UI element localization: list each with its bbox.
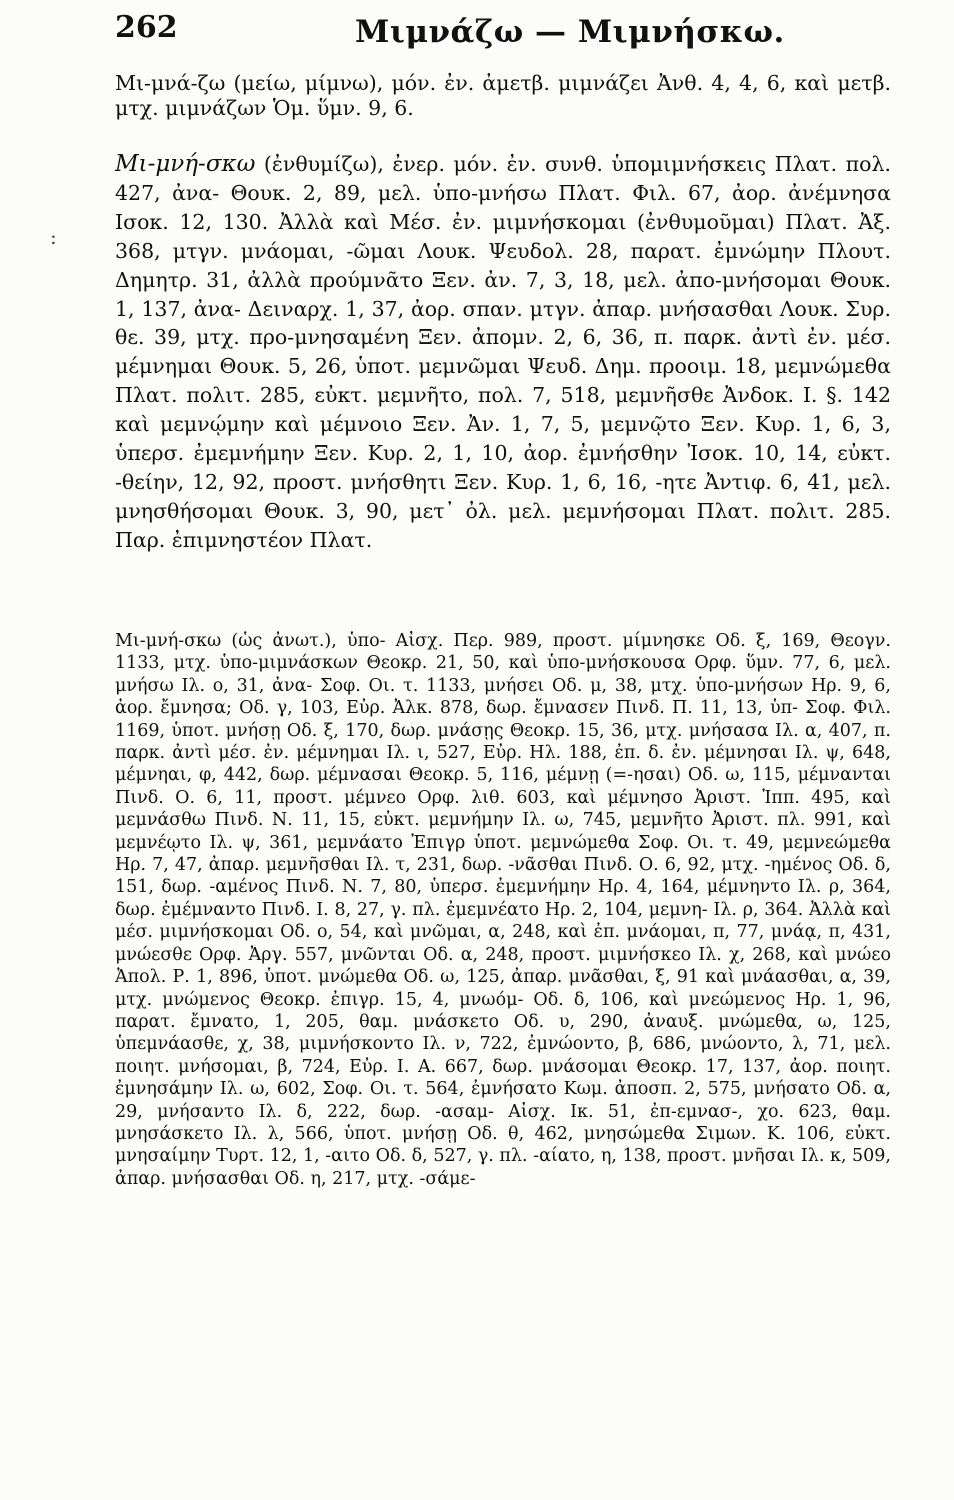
entry-headword: Μι-μνή-σκω [115,151,256,177]
margin-mark: : [50,225,57,249]
entry-body: (ἐνθυμίζω), ἐνερ. μόν. ἐν. συνθ. ὑπομιμνήσκεις Πλατ. πολ. 427, ἀνα- Θουκ. 2, 89, μελ. ὑπο-μνήσω Πλατ. Φιλ. 67, ἀορ. ἀνέμνησα Ισοκ. 12, 130. Ἀλλὰ καὶ Μέσ. ἐν. μιμνήσκομαι (ἐνθυμοῦμαι) Πλατ. Ἀξ. 368, μτγν. μνάομαι, -ῶμαι Λουκ. Ψευδολ. 28, παρατ. ἐμνώμην Πλουτ. Δημητρ. 31, ἀλλὰ προύμνᾶτο Ξεν. ἀν. 7, 3, 18, μελ. ἀπο-μνήσομαι Θουκ. 1, 137, ἀνα- Δειναρχ. 1, 37, ἀορ. σπαν. μτγν. ἀπαρ. μνήσασθαι Λουκ. Συρ. θε. 39, μτχ. προ-μνησαμένη Ξεν. ἀπομν. 2, 6, 36, π. παρκ. ἀντὶ ἐν. μέσ. μέμνημαι Θουκ. 5, 26, ὑποτ. μεμνῶμαι Ψευδ. Δημ. προοιμ. 18, μεμνώμεθα Πλατ. πολιτ. 285, εὐκτ. μεμνῆτο, πολ. 7, 518, μεμνῆσθε Ἀνδοκ. Ι. §. 142 καὶ μεμνῴμην καὶ μέμνοιο Ξεν. Ἀν. 1, 7, 5, μεμνῷτο Ξεν. Κυρ. 1, 6, 3, ὑπερσ. ἐμεμνήμην Ξεν. Κυρ. 2, 1, 10, ἀορ. ἐμνήσθην Ἰσοκ. 10, 14, εὐκτ. -θείην, 12, 92, προστ. μνήσθητι Ξεν. Κυρ. 1, 6, 16, -ητε Ἀντιφ. 6, 41, μελ. μνησθήσομαι Θουκ. 3, 90, μετ᾽ ὀλ. μελ. μεμνήσομαι Πλατ. πολιτ. 285. Παρ. ἐπιμνηστέον Πλατ. [115,152,891,552]
entry-headword: Μι-μνή-σκω [115,631,222,651]
page-number: 262 [115,10,178,45]
running-head: Μιμνάζω — Μιμνήσκω. [355,14,785,50]
dictionary-entry [115,150,891,555]
entry-body: (μείω, μίμνω), μόν. ἐν. ἀμετβ. μιμνάζει Ἀνθ. 4, 4, 6, καὶ μετβ. μτχ. μιμνάζων Ὁμ. ὕμν. 9, 6. [115,71,891,120]
dictionary-entry [115,630,891,1190]
entry-headword: Μι-μνά-ζω [115,71,226,95]
dictionary-entry [115,71,891,121]
entry-body: (ὡς ἀνωτ.), ὑπο- Αἰσχ. Περ. 989, προστ. μίμνησκε Οδ. ξ, 169, Θεογν. 1133, μτχ. ὑπο-μιμνάσκων Θεοκρ. 21, 50, καὶ ὑπο-μνήσκουσα Ορφ. ὕμν. 77, 6, μελ. μνήσω Ιλ. ο, 31, ἀνα- Σοφ. Οι. τ. 1133, μνήσει Οδ. μ, 38, μτχ. ὑπο-μνήσων Ηρ. 9, 6, ἀορ. ἔμνησα; Οδ. γ, 103, Εὐρ. Ἀλκ. 878, δωρ. ἔμνασεν Πινδ. Π. 11, 13, ὑπ- Σοφ. Φιλ. 1169, ὑποτ. μνήσῃ Οδ. ξ, 170, δωρ. μνάσῃς Θεοκρ. 15, 36, μτχ. μνήσασα Ιλ. α, 407, π. παρκ. ἀντὶ μέσ. ἐν. μέμνημαι Ιλ. ι, 527, Εὐρ. Ηλ. 188, ἐπ. δ. ἐν. μέμνησαι Ιλ. ψ, 648, μέμνηαι, φ, 442, δωρ. μέμνασαι Θεοκρ. 5, 116, μέμνῃ (=-ησαι) Οδ. ω, 115, μέμνανται Πινδ. Ο. 6, 11, προστ. μέμνεο Ορφ. λιθ. 603, καὶ μέμνησο Ἀριστ. Ἱππ. 495, καὶ μεμνάσθω Πινδ. Ν. 11, 15, εὐκτ. μεμνήμην Ιλ. ω, 745, μεμνῆτο Ἀριστ. πλ. 991, καὶ μεμνέῳτο Ιλ. ψ, 361, μεμνάατο Ἐπιγρ ὑποτ. μεμνώμεθα Σοφ. Οι. τ. 49, μεμνεώμεθα Ηρ. 7, 47, ἀπαρ. μεμνῆσθαι Ιλ. τ, 231, δωρ. -νᾶσθαι Πινδ. Ο. 6, 92, μτχ. -ημένος Οδ. δ, 151, δωρ. -αμένος Πινδ. Ν. 7, 80, ὑπερσ. ἐμεμνήμην Ηρ. 4, 164, μέμνηντο Ιλ. ρ, 364, δωρ. ἐμέμναντο Πινδ. Ι. 8, 27, γ. πλ. ἐμεμνέατο Ηρ. 2, 104, μεμνη- Ιλ. ρ, 364. Ἀλλὰ καὶ μέσ. μιμνήσκομαι Οδ. ο, 54, καὶ μνῶμαι, α, 248, καὶ ἐπ. μνάομαι, π, 77, μνάᾳ, π, 431, μνώεσθε Ορφ. Ἀργ. 557, μνῶνται Οδ. α, 248, προστ. μιμνήσκεο Ιλ. χ, 268, καὶ μνώεο Ἀπολ. Ρ. 1, 896, ὑποτ. μνώμεθα Οδ. ω, 125, ἀπαρ. μνᾶσθαι, ξ, 91 καὶ μνάασθαι, α, 39, μτχ. μνώμενος Θεοκρ. ἐπιγρ. 15, 4, μνωόμ- Οδ. δ, 106, καὶ μνεώμενος Ηρ. 1, 96, παρατ. ἔμνατο, 1, 205, θαμ. μνάσκετο Οδ. υ, 290, ἀναυξ. μνώμεθα, ω, 125, ὑπεμνάασθε, χ, 38, μιμνήσκοντο Ιλ. ν, 722, ἐμνώοντο, β, 686, μνώοντο, λ, 71, μελ. ποιητ. μνήσομαι, β, 724, Εὐρ. Ι. Α. 667, δωρ. μνάσομαι Θεοκρ. 17, 137, ἀορ. ποιητ. ἐμνησάμην Ιλ. ω, 602, Σοφ. Οι. τ. 564, ἐμνήσατο Κωμ. ἀποσπ. 2, 575, μνήσατο Οδ. α, 29, μνήσαντο Ιλ. δ, 222, δωρ. -ασαμ- Αἰσχ. Ικ. 51, ἐπ-εμνασ-, χο. 623, θαμ. μνησάσκετο Ιλ. λ, 566, ὑποτ. μνήσῃ Οδ. θ, 462, μνησώμεθα Σιμων. Κ. 106, εὐκτ. μνησαίμην Τυρτ. 12, 1, -αιτο Οδ. δ, 527, γ. πλ. -αίατο, η, 138, προστ. μνῆσαι Ιλ. κ, 509, ἀπαρ. μνήσασθαι Οδ. η, 217, μτχ. -σάμε- [115,631,891,1189]
page-header [115,10,894,60]
